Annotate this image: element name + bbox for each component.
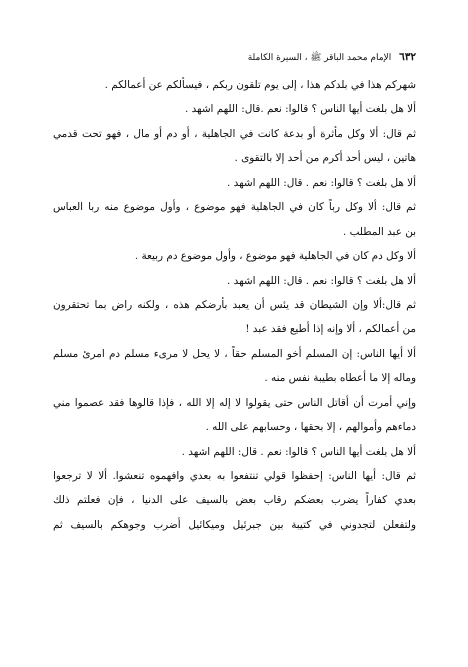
text-line: دماءهم وأموالهم ، إلا بحقها ، وحسابهم على الله . (205, 421, 416, 434)
text-line: ألا هل بلغت ؟ قالوا: نعم . قال: اللهم اشهد . (227, 176, 416, 189)
text-line: ألا هل بلغت أيها الناس ؟ قالوا: نعم .قال: اللهم اشهد . (184, 103, 416, 116)
text-line: وإني أمرت أن أقاتل الناس حتى يقولوا لا إله إلا الله ، فإذا قالوها فقد عصموا مني (53, 396, 416, 409)
text-line: ألا أيها الناس: إن المسلم أخو المسلم حقاً ، لا يحل لا مرىء مسلم دم امرئ مسلم (53, 347, 416, 360)
text-line: بن عبد المطلب . (342, 225, 416, 238)
running-header (52, 50, 416, 64)
text-line: وماله إلا ما أعطاه بطيبة نفس منه . (264, 372, 416, 385)
text-line: شهركم هذا في بلدكم هذا ، إلى يوم تلقون ربكم ، فيسألكم عن أعمالكم . (104, 79, 416, 91)
text-line: ثم قال: أيها الناس: إحفظوا قولي تنتفعوا به بعدي وافهموه تنعشوا. ألا لا ترجعوا (53, 470, 416, 482)
text-line: ألا وكل دم كان في الجاهلية فهو موضوع ، وأول موضوع دم ربيعة . (134, 250, 416, 263)
text-line: ثم قال: ألا وكل رباً كان في الجاهلية فهو موضوع ، وأول موضوع منه ربا العباس (53, 201, 416, 214)
text-line: ولتفعلن لتجدوني في كتيبة بين جبرئيل وميكائيل أضرب وجوهكم بالسيف ثم (53, 518, 416, 531)
text-line: ألا هل بلغت ؟ قالوا: نعم . قال: اللهم اشهد . (227, 274, 416, 287)
text-line: هاتين ، ليس أحد أكرم من أحد إلا بالتقوى . (234, 152, 416, 165)
running-title: الإمام محمد الباقر ﷺ ، السيرة الكاملة (247, 53, 392, 63)
text-line: ألا هل بلغت أيها الناس ؟ قالوا: نعم . قال: اللهم اشهد . (181, 445, 416, 458)
text-line: بعدي كفاراً يضرب بعضكم رقاب بعض بالسيف على الدنيا ، فإن فعلتم ذلك (53, 494, 416, 507)
text-line: من أعمالكم ، ألا وإنه إذا أطيع فقد عبد ! (245, 323, 416, 336)
text-line: ثم قال:ألا وإن الشيطان قد يئس أن يعبد بأرضكم هذه ، ولكنه راض بما تحتقرون (53, 298, 416, 311)
text-line: ثم قال: ألا وكل مأثرة أو بدعة كانت في الجاهلية ، أو دم أو مال ، فهو تحت قدمي (53, 127, 416, 140)
page-number: ٦٣٢ (399, 51, 416, 63)
body-text (53, 73, 416, 537)
